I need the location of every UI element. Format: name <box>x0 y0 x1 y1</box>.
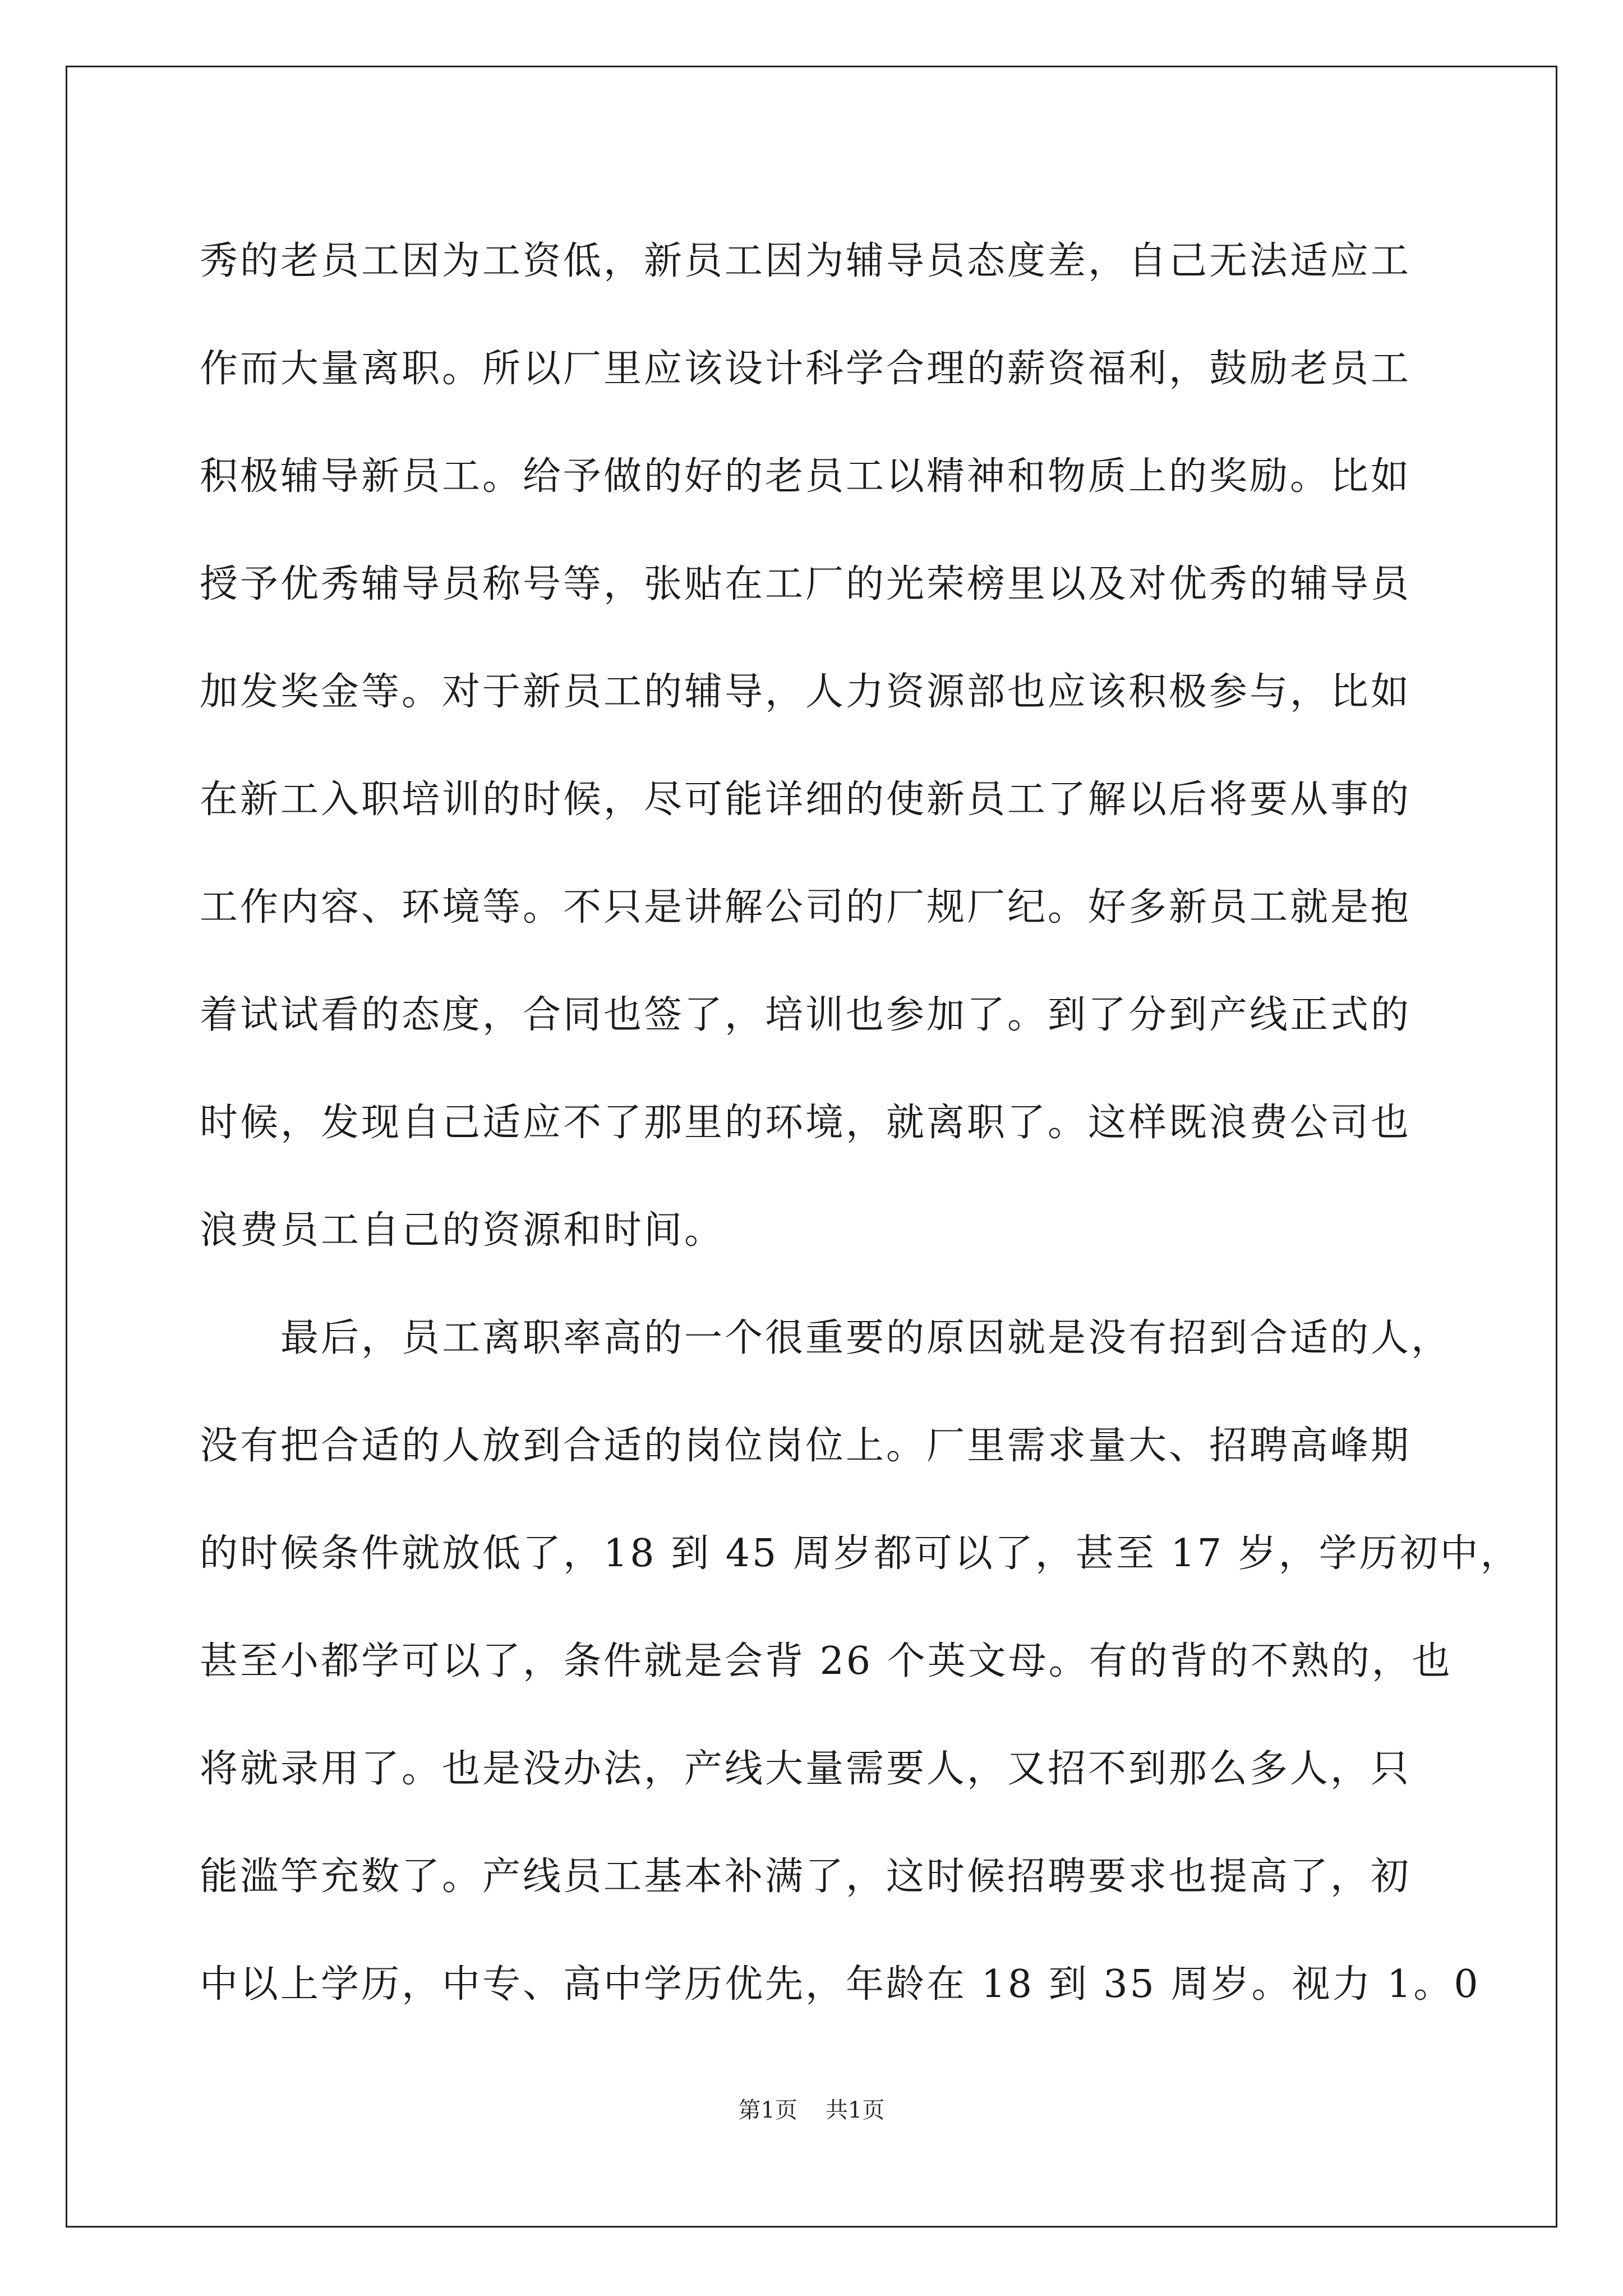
text-line: 在新工入职培训的时候，尽可能详细的使新员工了解以后将要从事的 <box>200 777 1412 822</box>
text-line: 作而大量离职。所以厂里应该设计科学合理的薪资福利，鼓励老员工 <box>200 347 1412 391</box>
text-line: 时候，发现自己适应不了那里的环境，就离职了。这样既浪费公司也 <box>200 1101 1412 1145</box>
text-line: 中以上学历，中专、高中学历优先，年龄在 18 到 35 周岁。视力 1。0 <box>200 1962 1481 2007</box>
page-footer <box>0 2092 1623 2124</box>
text-line: 最后，员工离职率高的一个很重要的原因就是没有招到合适的人， <box>200 1316 1452 1360</box>
text-line: 授予优秀辅导员称号等，张贴在工厂的光荣榜里以及对优秀的辅导员 <box>200 562 1412 606</box>
text-line: 加发奖金等。对于新员工的辅导，人力资源部也应该积极参与，比如 <box>200 670 1412 714</box>
text-line: 没有把合适的人放到合适的岗位岗位上。厂里需求量大、招聘高峰期 <box>200 1424 1412 1468</box>
text-line: 能滥竽充数了。产线员工基本补满了，这时候招聘要求也提高了，初 <box>200 1855 1412 1899</box>
text-line: 的时候条件就放低了，18 到 45 周岁都可以了，甚至 17 岁，学历初中， <box>200 1531 1521 1576</box>
text-line: 甚至小都学可以了，条件就是会背 26 个英文母。有的背的不熟的，也 <box>200 1639 1453 1683</box>
text-line: 秀的老员工因为工资低，新员工因为辅导员态度差，自己无法适应工 <box>200 239 1412 283</box>
page-total: 共1页 <box>826 2097 885 2123</box>
text-line: 工作内容、环境等。不只是讲解公司的厂规厂纪。好多新员工就是抱 <box>200 885 1412 930</box>
text-line: 将就录用了。也是没办法，产线大量需要人，又招不到那么多人，只 <box>200 1747 1412 1791</box>
text-line: 着试试看的态度，合同也签了，培训也参加了。到了分到产线正式的 <box>200 993 1412 1037</box>
page-number: 第1页 <box>738 2097 797 2123</box>
text-line: 浪费员工自己的资源和时间。 <box>200 1208 725 1253</box>
text-line: 积极辅导新员工。给予做的好的老员工以精神和物质上的奖励。比如 <box>200 454 1412 499</box>
document-body <box>200 208 1521 2039</box>
